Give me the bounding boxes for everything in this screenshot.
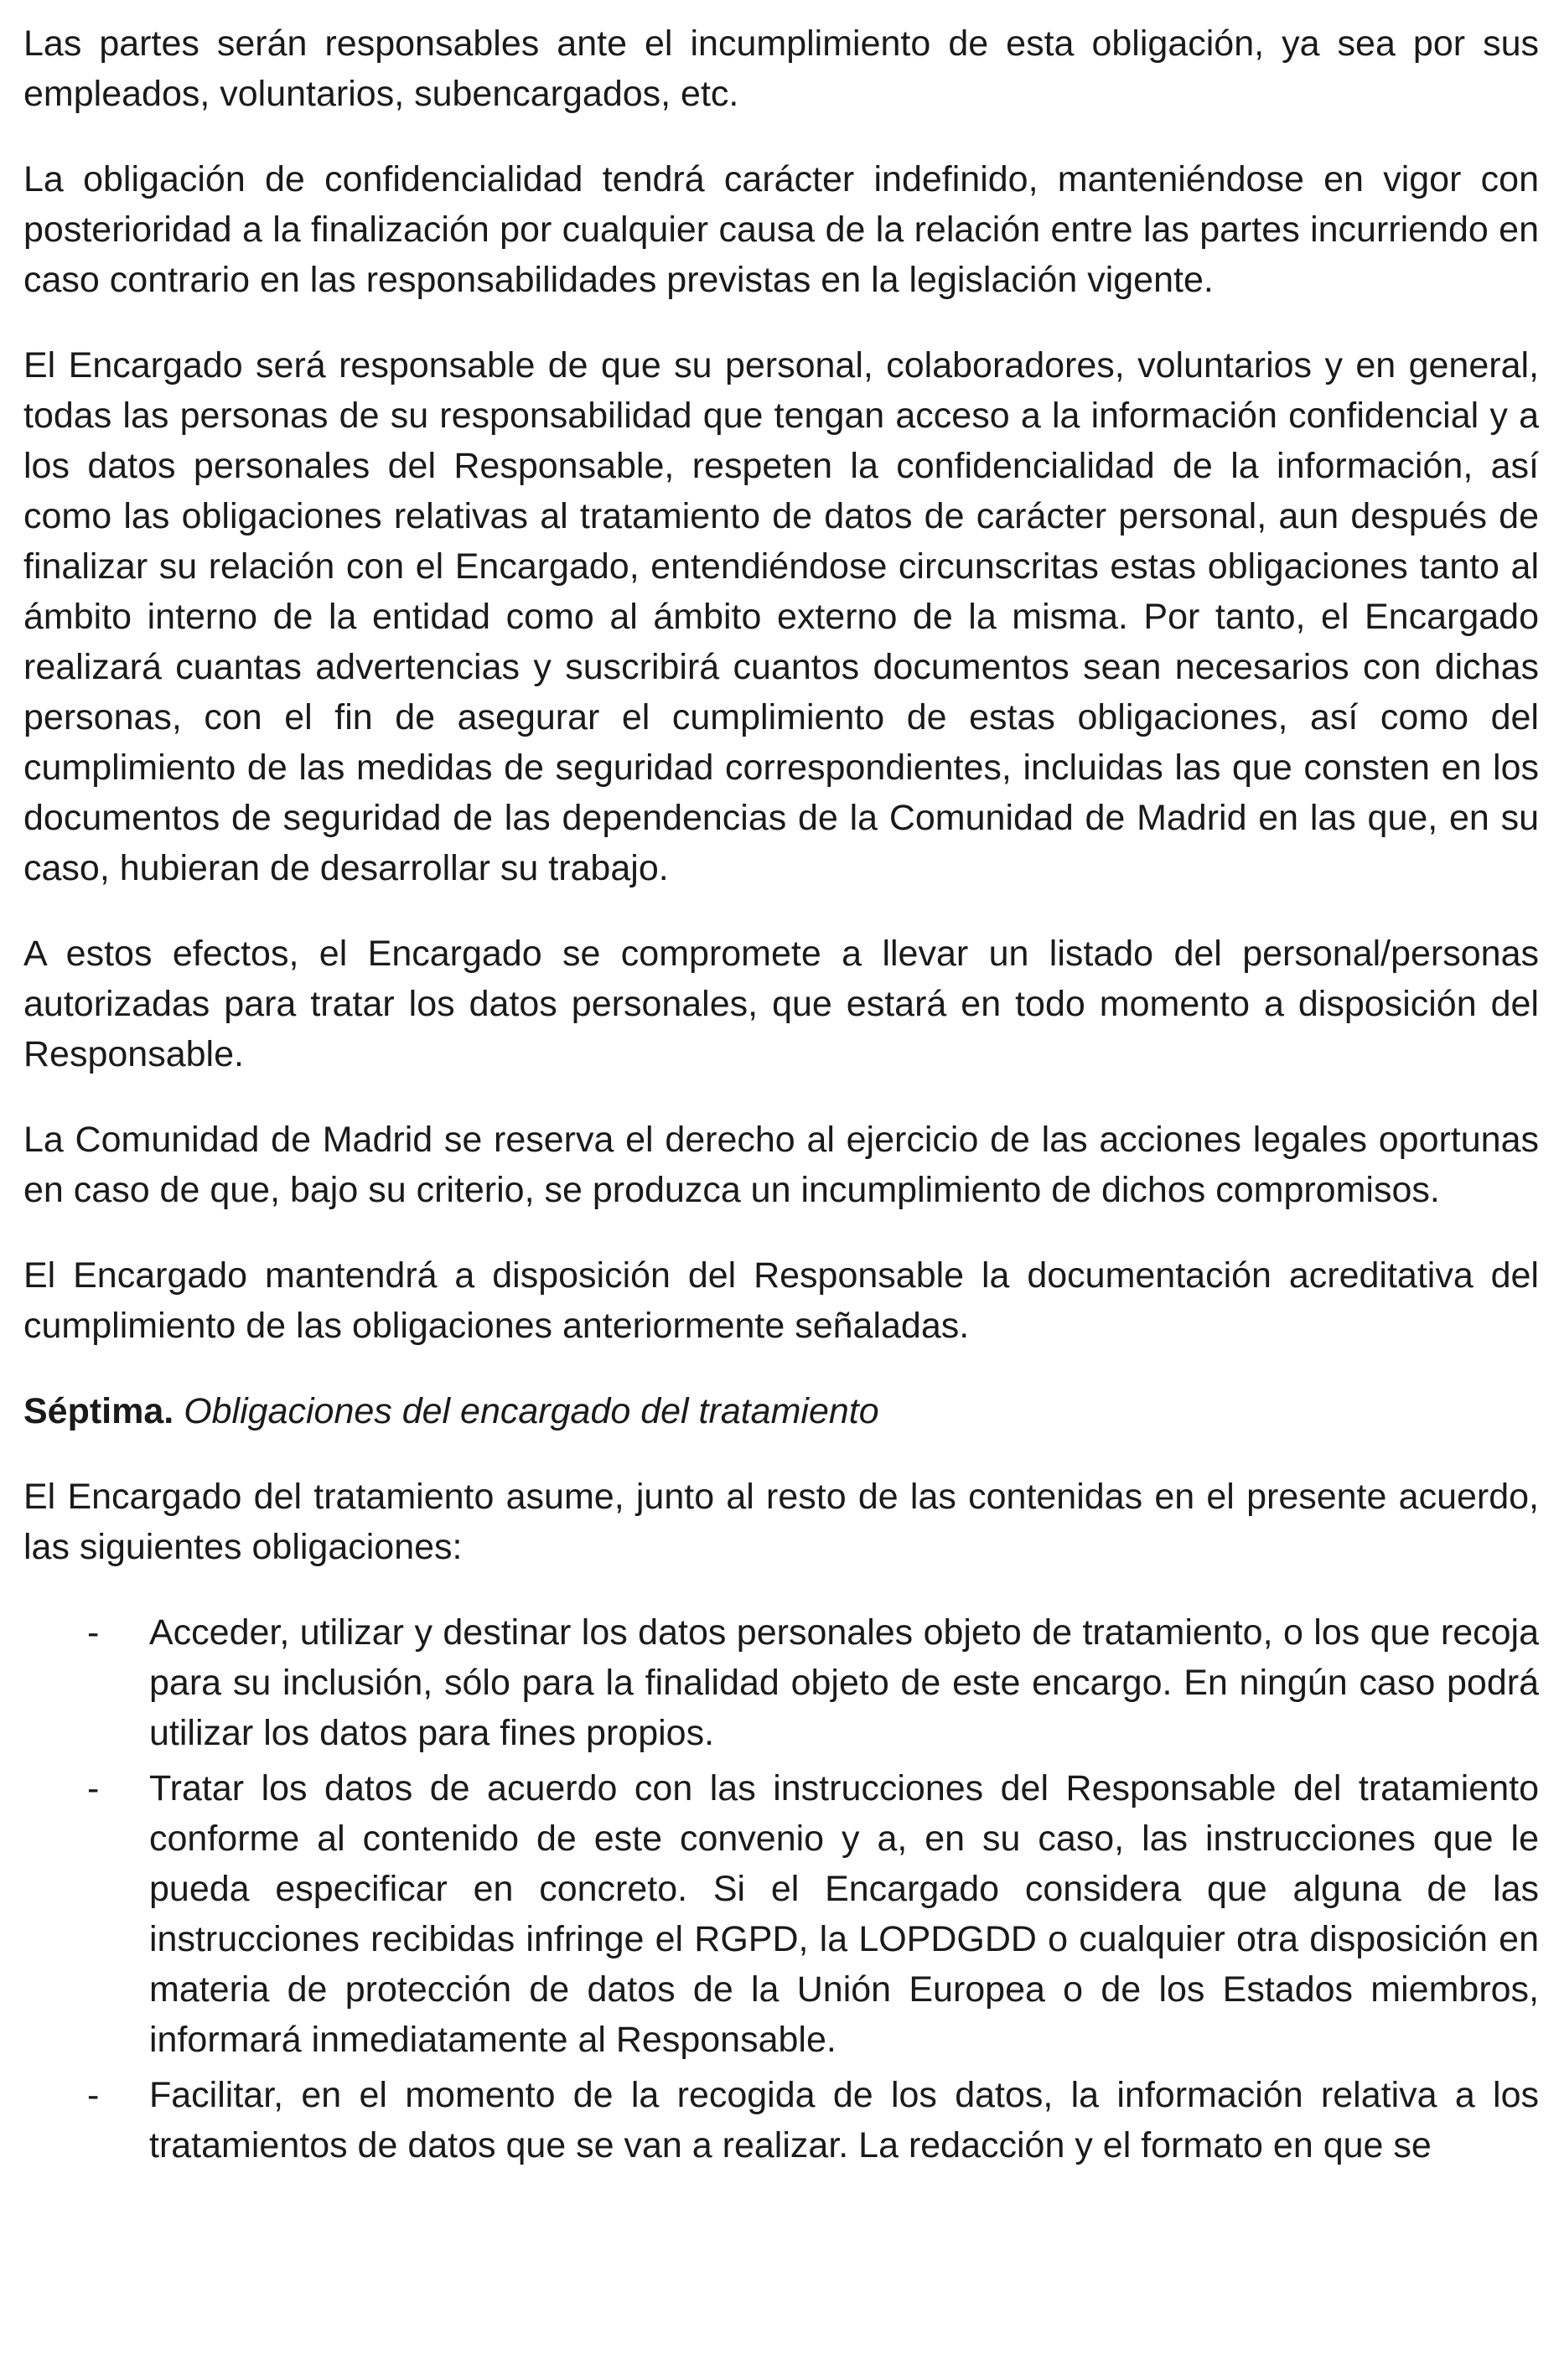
bullet-dash: - [87, 1612, 100, 1653]
list-item-text: Facilitar, en el momento de la recogida de los datos, la información relativa a los tratamientos de datos que se van a realizar. La redacción y el formato en que se [149, 2075, 1539, 2165]
paragraph-responsabilidad-encargado: El Encargado será responsable de que su personal, colaboradores, voluntarios y en general, todas las personas de su responsabilidad que tengan acceso a la información confidencial y a los datos personales del Responsable, respeten la confidencialidad de la información, así como las obligaciones relativas al tratamiento de datos de carácter personal, aun después de finalizar su relación con el Encargado, entendiéndose circunscritas estas obligaciones tanto al ámbito interno de la entidad como al ámbito externo de la misma. Por tanto, el Encargado realizará cuantas advertencias y suscribirá cuantos documentos sean necesarios con dichas personas, con el fin de asegurar el cumplimiento de estas obligaciones, así como del cumplimiento de las medidas de seguridad correspondientes, incluidas las que consten en los documentos de seguridad de las dependencias de la Comunidad de Madrid en las que, en su caso, hubieran de desarrollar su trabajo. [23, 345, 1539, 888]
paragraph-confidencialidad-indefinida: La obligación de confidencialidad tendrá carácter indefinido, manteniéndose en vigor con posterioridad a la finalización por cualquier causa de la relación entre las partes incurriendo en caso contrario en las responsabilidades previstas en la legislación vigente. [23, 159, 1539, 300]
list-item [23, 1763, 1539, 2065]
paragraph-listado-personal: A estos efectos, el Encargado se compromete a llevar un listado del personal/personas autorizadas para tratar los datos personales, que estará en todo momento a disposición del Responsable. [23, 934, 1539, 1074]
paragraph-responsabilidad-partes: Las partes serán responsables ante el incumplimiento de esta obligación, ya sea por sus empleados, voluntarios, subencargados, etc. [23, 23, 1539, 114]
bullet-dash: - [87, 1768, 100, 1808]
list-item-text: Tratar los datos de acuerdo con las instrucciones del Responsable del tratamiento conforme al contenido de este convenio y a, en su caso, las instrucciones que le pueda especificar en concreto. Si el Encargado considera que alguna de las instrucciones recibidas infringe el RGPD, la LOPDGDD o cualquier otra disposición en materia de protección de datos de la Unión Europea o de los Estados miembros, informará inmediatamente al Responsable. [149, 1768, 1539, 2060]
list-item-text: Acceder, utilizar y destinar los datos personales objeto de tratamiento, o los que recoja para su inclusión, sólo para la finalidad objeto de este encargo. En ningún caso podrá utilizar los datos para fines propios. [149, 1612, 1539, 1753]
list-item [23, 1607, 1539, 1758]
section-title: Obligaciones del encargado del tratamiento [184, 1391, 879, 1431]
section-heading [23, 1386, 1539, 1436]
bullet-dash: - [87, 2075, 100, 2115]
paragraph-documentacion-acreditativa: El Encargado mantendrá a disposición del Responsable la documentación acreditativa del cumplimiento de las obligaciones anteriormente señaladas. [23, 1255, 1539, 1346]
paragraph-acciones-legales: La Comunidad de Madrid se reserva el derecho al ejercicio de las acciones legales oportunas en caso de que, bajo su criterio, se produzca un incumplimiento de dichos compromisos. [23, 1120, 1539, 1210]
section-intro: El Encargado del tratamiento asume, junto al resto de las contenidas en el presente acuerdo, las siguientes obligaciones: [23, 1477, 1539, 1567]
document-page [23, 18, 1539, 2176]
section-number: Séptima. [23, 1391, 174, 1431]
obligations-list [23, 1607, 1539, 2170]
list-item [23, 2070, 1539, 2170]
